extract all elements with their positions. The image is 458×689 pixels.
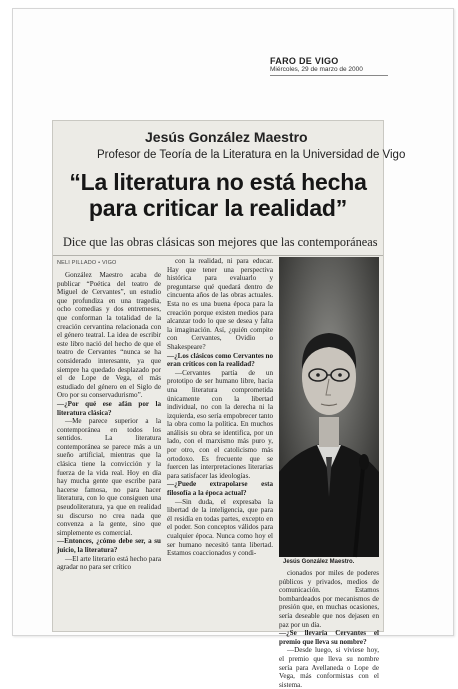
divider-rule xyxy=(53,255,383,256)
publication-date: Miércoles, 29 de marzo de 2000 xyxy=(270,66,363,73)
body-paragraph: —Sin duda, el expresaba la libertad de la inteligencia, que para él residía en todas partes, excepto en el poder. Son conceptos válidos para cualquier época. Nunca como hoy el ser humano necesitó tanta libertad. Estamos coaccionados y condi- xyxy=(167,497,273,558)
text-column-3 xyxy=(279,569,379,689)
body-paragraph: —Me parece superior a la contemporánea en todos los sentidos. La literatura contemporánea se parece más a un sueño artificial, mientras que la clásica tiene la convicción y la fuerza de la vida real. Hoy en día hay mucha gente que escribe para hacerse famosa, no para hacer literatura, con lo que consiguen una pseudoliteratura, ya que en realidad su discurso no crea nada que convenza a la gente, sino que simplemente es comercial. xyxy=(57,417,161,537)
body-paragraph: cionados por miles de poderes públicos y privados, medios de comunicación. Estamos bombardeados por mecanismos de presión que, en muchas ocasiones, sería deseable que nos dejasen en paz por un día. xyxy=(279,569,379,629)
interview-question: —Entonces, ¿cómo debe ser, a su juicio, la literatura? xyxy=(57,537,161,554)
interviewee-name: Jesús González Maestro xyxy=(145,129,308,145)
interview-question: —¿Por qué ese afán por la literatura clásica? xyxy=(57,399,161,417)
interviewee-title: Profesor de Teoría de la Literatura en la Universidad de Vigo xyxy=(97,149,406,161)
newspaper-source-label xyxy=(270,56,388,76)
deck-subheadline: Dice que las obras clásicas son mejores que las contemporáneas xyxy=(63,235,378,249)
newspaper-name: FARO DE VIGO xyxy=(270,56,339,66)
headline: “La literatura no está hecha para criticar la realidad” xyxy=(69,169,367,221)
photo-caption: Jesús González Maestro. xyxy=(283,559,355,565)
portrait-image xyxy=(279,257,379,557)
body-paragraph: con la realidad, ni para educar. Hay que tener una perspectiva histórica para evaluarlo y preguntarse qué quedará dentro de cincuenta años de las obras actuales. Esta no es una buena época para la creación porque existen medios para alcanzar todo lo que se desea y falta la imaginación. Así, ¿quién compite con Cervantes, Ovidio o Shakespeare? xyxy=(167,257,273,351)
interview-question: —¿Se llevaría Cervantes el premio que lleva su nombre? xyxy=(279,629,379,646)
text-column-2 xyxy=(167,257,273,558)
body-paragraph: —Desde luego, si viviese hoy, el premio que lleva su nombre sería para Avellaneda o Lope de Vega, más conformistas con el sistema. xyxy=(279,646,379,689)
newspaper-clipping xyxy=(52,120,406,689)
body-paragraph: —Cervantes partía de un prototipo de ser humano libre, hacia una literatura comprometida únicamente con la libertad individual, no con la derecha ni la izquierda, eso sería empobrecer tanto la obra como la política. En muchos análisis su obra se identifica, por un lado, con el marxismo más puro y, por otro, con el catolicismo más ortodoxo. Es frecuente que se fuercen las interpretaciones literarias para satisfacer las ideologías. xyxy=(167,368,273,480)
portrait-photo xyxy=(279,257,379,557)
interview-question: —¿Los clásicos como Cervantes no eran críticos con la realidad? xyxy=(167,351,274,369)
body-paragraph: González Maestro acaba de publicar “Poética del teatro de Miguel de Cervantes”, un estudio que profundiza en una tragedia, ocho comedias y dos entremeses, que conforman la totalidad de la creación cervantina relacionada con el género teatral. La idea de escribir este libro nació del hecho de que el teatro de Cervantes “nunca se ha considerado interesante, ya que siempre ha quedado desplazado por el de Lope de Vega, el más estudiado del género en el Siglo de Oro por su conservadurismo”. xyxy=(57,271,161,400)
interview-question: —¿Puede extrapolarse esta filosofía a la época actual? xyxy=(167,480,273,498)
text-column-1 xyxy=(57,271,161,572)
body-paragraph: —El arte literario está hecho para agradar no para ser crítico xyxy=(57,554,161,572)
byline: NELI PILLADO • VIGO xyxy=(57,260,117,266)
